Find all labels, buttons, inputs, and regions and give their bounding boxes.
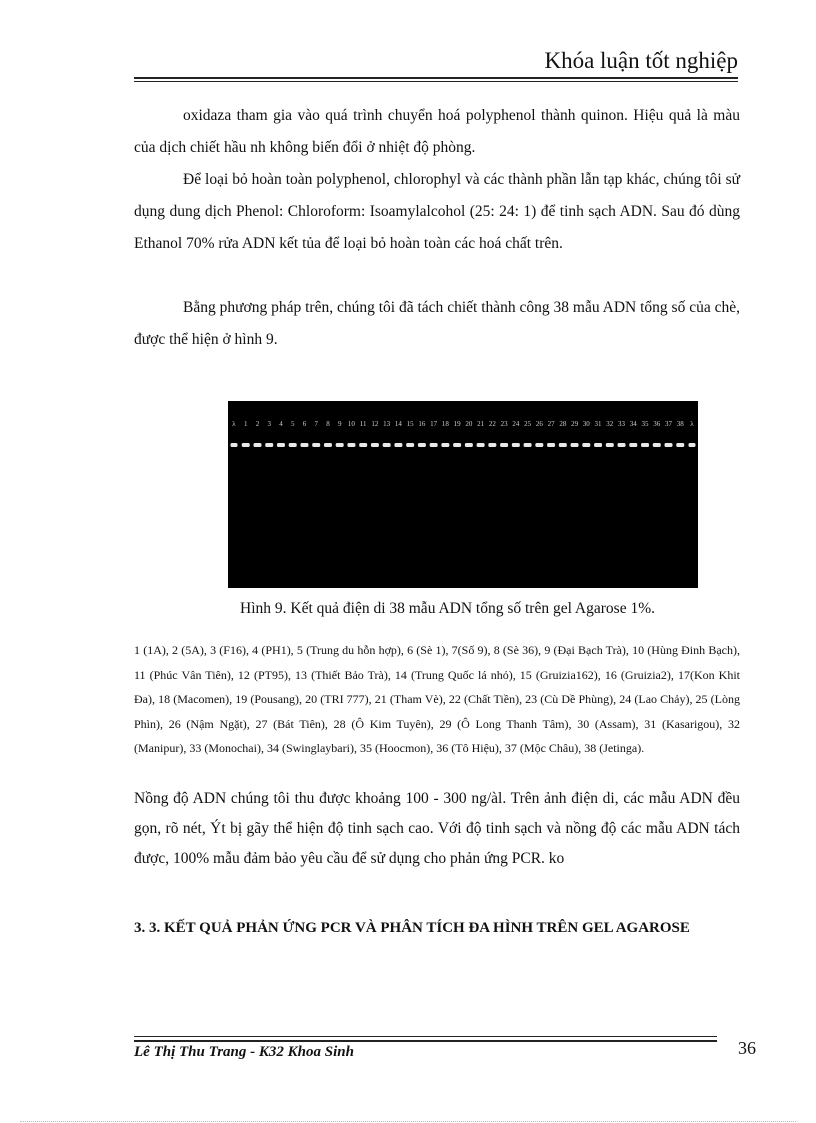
dna-band [383,443,391,447]
lane-label: 3 [267,420,271,428]
lane-label: 19 [453,420,461,428]
dna-band [641,443,649,447]
footer-author: Lê Thị Thu Trang - K32 Khoa Sinh [134,1044,354,1060]
lane-label: 5 [290,420,295,428]
lane-label: 30 [582,420,590,428]
lane-label: 9 [337,420,342,428]
lane-label: 29 [571,420,579,428]
lane-label: 25 [524,420,532,428]
dna-band [676,443,684,447]
dna-band [312,443,320,447]
header-title: Khóa luận tốt nghiệp [544,48,738,73]
dna-band [512,443,520,447]
lane-label: 27 [547,420,555,428]
dna-band [547,443,555,447]
dna-band [629,443,637,447]
dna-band [618,443,626,447]
dna-band [336,443,344,447]
lane-label: 14 [394,420,402,428]
marker-band [231,443,238,447]
lane-label: 15 [406,420,414,428]
footer-rule [134,1040,717,1042]
dna-band [465,443,473,447]
paragraph-polyphenol: oxidaza tham gia vào quá trình chuyển hoá polyphenol thành quinon. Hiệu quả là màu của dịch chiết hầu nh không biến đổi ở nhiệt độ phòng. [134,107,740,156]
dna-band [253,443,261,447]
dna-band [347,443,355,447]
lane-label: 26 [535,420,543,428]
dna-band [324,443,332,447]
lane-label: 13 [383,420,391,428]
page-edge-dotted-line [20,1121,796,1122]
lane-label: 24 [512,420,520,428]
page-number: 36 [738,1038,756,1058]
header-rule-thin [134,81,738,82]
lane-label: 22 [488,420,496,428]
dna-band [406,443,414,447]
dna-band [277,443,285,447]
marker-lane-label: λ [690,420,694,428]
dna-band [500,443,508,447]
footer-rule-thin [134,1036,717,1037]
dna-band [594,443,602,447]
paragraph-concentration: Nồng độ ADN chúng tôi thu được khoảng 100 - 300 ng/àl. Trên ảnh điện di, các mẫu ADN đều gọn, rõ nét, Ýt bị gãy thể hiện độ tinh sạch cao. Với độ tinh sạch và nồng độ các mẫu ADN tách được, 100% mẫu đảm bảo yêu cầu để sử dụng cho phản ứng PCR. ko [134,790,740,867]
dna-band [441,443,449,447]
lane-label: 20 [465,420,473,428]
dna-band [418,443,426,447]
dna-band [453,443,461,447]
figure-caption: Hình 9. Kết quả điện di 38 mẫu ADN tổng số trên gel Agarose 1%. [240,600,655,617]
lane-label: 35 [641,420,649,428]
dna-band [477,443,485,447]
lane-label: 12 [371,420,379,428]
lane-label: 7 [314,420,318,428]
lane-label: 37 [665,420,673,428]
paragraph-extraction: Bằng phương pháp trên, chúng tôi đã tách chiết thành công 38 mẫu ADN tổng số của chè, được thể hiện ở hình 9. [134,299,740,348]
lane-label: 34 [629,420,637,428]
marker-lane-label: λ [232,420,236,428]
dna-band [265,443,273,447]
lane-label: 38 [676,420,684,428]
dna-band [653,443,661,447]
dna-band [559,443,567,447]
section-heading: 3. 3. KẾT QUẢ PHẢN ỨNG PCR VÀ PHÂN TÍCH ĐA HÌNH TRÊN GEL AGAROSE [134,920,690,936]
paragraph-purification: Để loại bỏ hoàn toàn polyphenol, chlorophyl và các thành phần lẫn tạp khác, chúng tôi sử dụng dung dịch Phenol: Chloroform: Isoamylalcohol (25: 24: 1) để tinh sạch ADN. Sau đó dùng Ethanol 70% rửa ADN kết tủa để loại bỏ hoàn toàn các hoá chất trên. [134,171,740,252]
lane-label: 31 [594,420,602,428]
lane-label: 33 [618,420,626,428]
dna-band [524,443,532,447]
lane-label: 28 [559,420,567,428]
gel-svg [228,401,698,588]
lane-label: 16 [418,420,426,428]
dna-band [300,443,308,447]
lane-label: 2 [255,420,260,428]
lane-label: 17 [430,420,438,428]
dna-band [535,443,543,447]
dna-band [371,443,379,447]
sample-list: 1 (1A), 2 (5A), 3 (F16), 4 (PH1), 5 (Trung du hỗn hợp), 6 (Sè 1), 7(Số 9), 8 (Sè 36), 9 (Đại Bạch Trà), 10 (Hùng Đinh Bạch), 11 (Phúc Vân Tiên), 12 (PT95), 13 (Thiết Bảo Trà), 14 (Trung Quốc lá nhỏ), 15 (Gruizia162), 16 (Gruizia2), 17(Kon Khit Đa), 18 (Macomen), 19 (Pousang), 20 (TRI 777), 21 (Tham Vè), 22 (Chất Tiền), 23 (Cù Dề Phùng), 24 (Lao Chảy), 25 (Lòng Phìn), 26 (Nậm Ngặt), 27 (Bát Tiên), 28 (Ô Kim Tuyên), 29 (Ô Long Thanh Tâm), 30 (Assam), 31 (Kasarigou), 32 (Manipur), 33 (Monochai), 34 (Swinglaybari), 35 (Hoocmon), 36 (Tô Hiệu), 37 (Mộc Châu), 38 (Jetinga). [134,643,740,755]
dna-band [359,443,367,447]
lane-label: 8 [326,420,330,428]
gel-electrophoresis-image [228,401,698,588]
dna-band [582,443,590,447]
lane-label: 6 [302,420,307,428]
header-rule [134,77,738,79]
lane-label: 18 [441,420,449,428]
lane-label: 21 [477,420,485,428]
dna-band [606,443,614,447]
lane-label: 11 [359,420,367,428]
dna-band [394,443,402,447]
dna-band [430,443,438,447]
dna-band [242,443,250,447]
lane-label: 32 [606,420,614,428]
dna-band [289,443,297,447]
lane-label: 10 [347,420,355,428]
lane-label: 4 [279,420,283,428]
lane-label: 23 [500,420,508,428]
lane-label: 36 [653,420,661,428]
dna-band [488,443,496,447]
dna-band [665,443,673,447]
lane-label: 1 [243,420,248,428]
dna-band [571,443,579,447]
marker-band [689,443,696,447]
